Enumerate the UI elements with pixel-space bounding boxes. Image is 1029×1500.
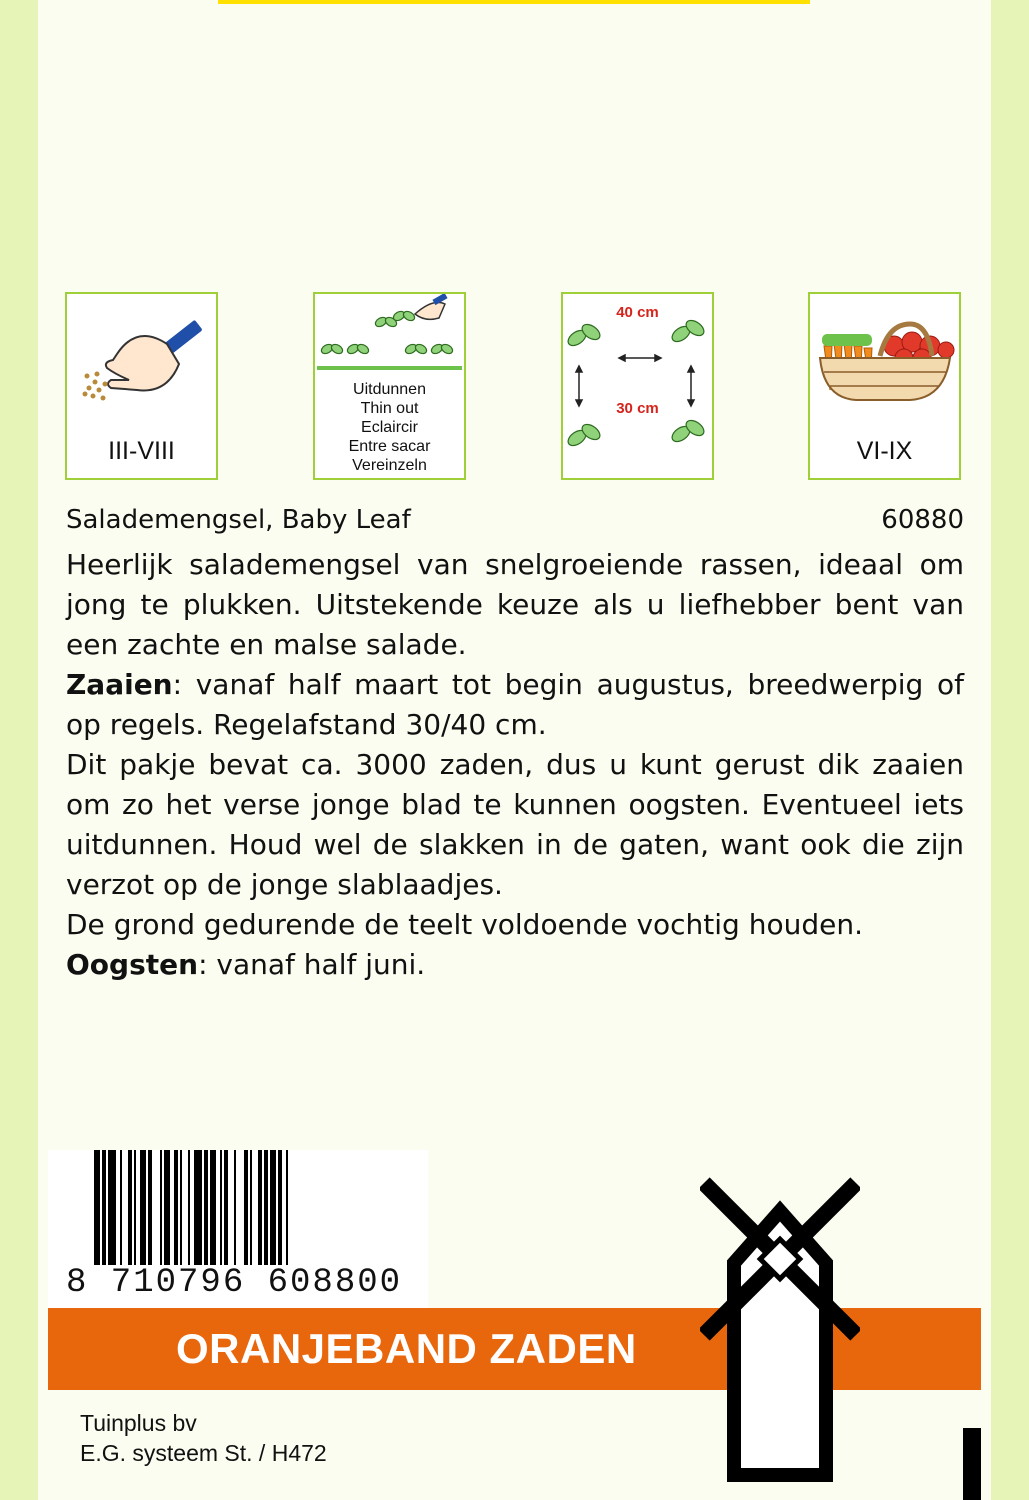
description [66, 545, 964, 985]
harvest-paragraph [66, 945, 964, 985]
moisture-paragraph: De grond gedurende de teelt voldoende vochtig houden. [66, 908, 863, 941]
certification-code: E.G. systeem St. / H472 [80, 1440, 327, 1466]
windmill-logo [700, 1175, 860, 1490]
sowing-hand-icon [67, 294, 216, 414]
top-yellow-strip [218, 0, 810, 4]
brand-name: ORANJEBAND ZADEN [176, 1325, 637, 1372]
black-marker [963, 1428, 981, 1500]
barcode-digits: 8 710796 608800 [66, 1264, 403, 1302]
sow-months: III-VIII [108, 437, 175, 465]
product-name: Salademengsel, Baby Leaf [66, 505, 411, 535]
harvest-text: : vanaf half juni. [198, 948, 426, 981]
company-name: Tuinplus bv [80, 1410, 197, 1436]
contents-paragraph: Dit pakje bevat ca. 3000 zaden, dus u kunt gerust dik zaaien om zo het verse jonge blad te kunnen oogsten. Eventueel iets uitdunnen. Houd wel de slakken in de gaten, want ook die zijn verzot op de jonge slablaadjes. [66, 748, 964, 901]
product-title-row [66, 505, 964, 535]
thin-out-instructions [315, 380, 464, 475]
intro-paragraph: Heerlijk salademengsel van snelgroeiende rassen, ideaal om jong te plukken. Uitstekende keuze als u liefhebber bent van een zachte en malse salade. [66, 548, 964, 661]
right-margin [991, 0, 1029, 1500]
seedlings-icon [315, 294, 464, 374]
thin-out-line: Vereinzeln [352, 457, 427, 474]
windmill-icon [700, 1175, 860, 1490]
row-spacing-label: 40 cm [616, 304, 659, 321]
spacing-diagram-icon [563, 294, 712, 478]
vegetable-basket-icon [810, 294, 959, 414]
barcode-icon [48, 1150, 428, 1265]
plant-spacing-label: 30 cm [616, 400, 659, 417]
harvest-label: Oogsten [66, 948, 199, 981]
sow-text: : vanaf half maart tot begin augustus, breedwerpig of op regels. Regelafstand 30/40 cm. [66, 668, 964, 741]
harvest-icon-box [808, 292, 961, 480]
spacing-icon-box [561, 292, 714, 480]
thin-out-icon-box [313, 292, 466, 480]
sowing-paragraph [66, 665, 964, 745]
sowing-icon-box [65, 292, 218, 480]
thin-out-line: Uitdunnen [353, 381, 426, 398]
product-code: 60880 [881, 505, 964, 535]
thin-out-line: Eclaircir [361, 419, 418, 436]
harvest-months: VI-IX [856, 437, 913, 465]
thin-out-line: Entre sacar [348, 438, 431, 455]
sow-label: Zaaien [66, 668, 173, 701]
thin-out-line: Thin out [360, 400, 419, 417]
left-margin [0, 0, 38, 1500]
